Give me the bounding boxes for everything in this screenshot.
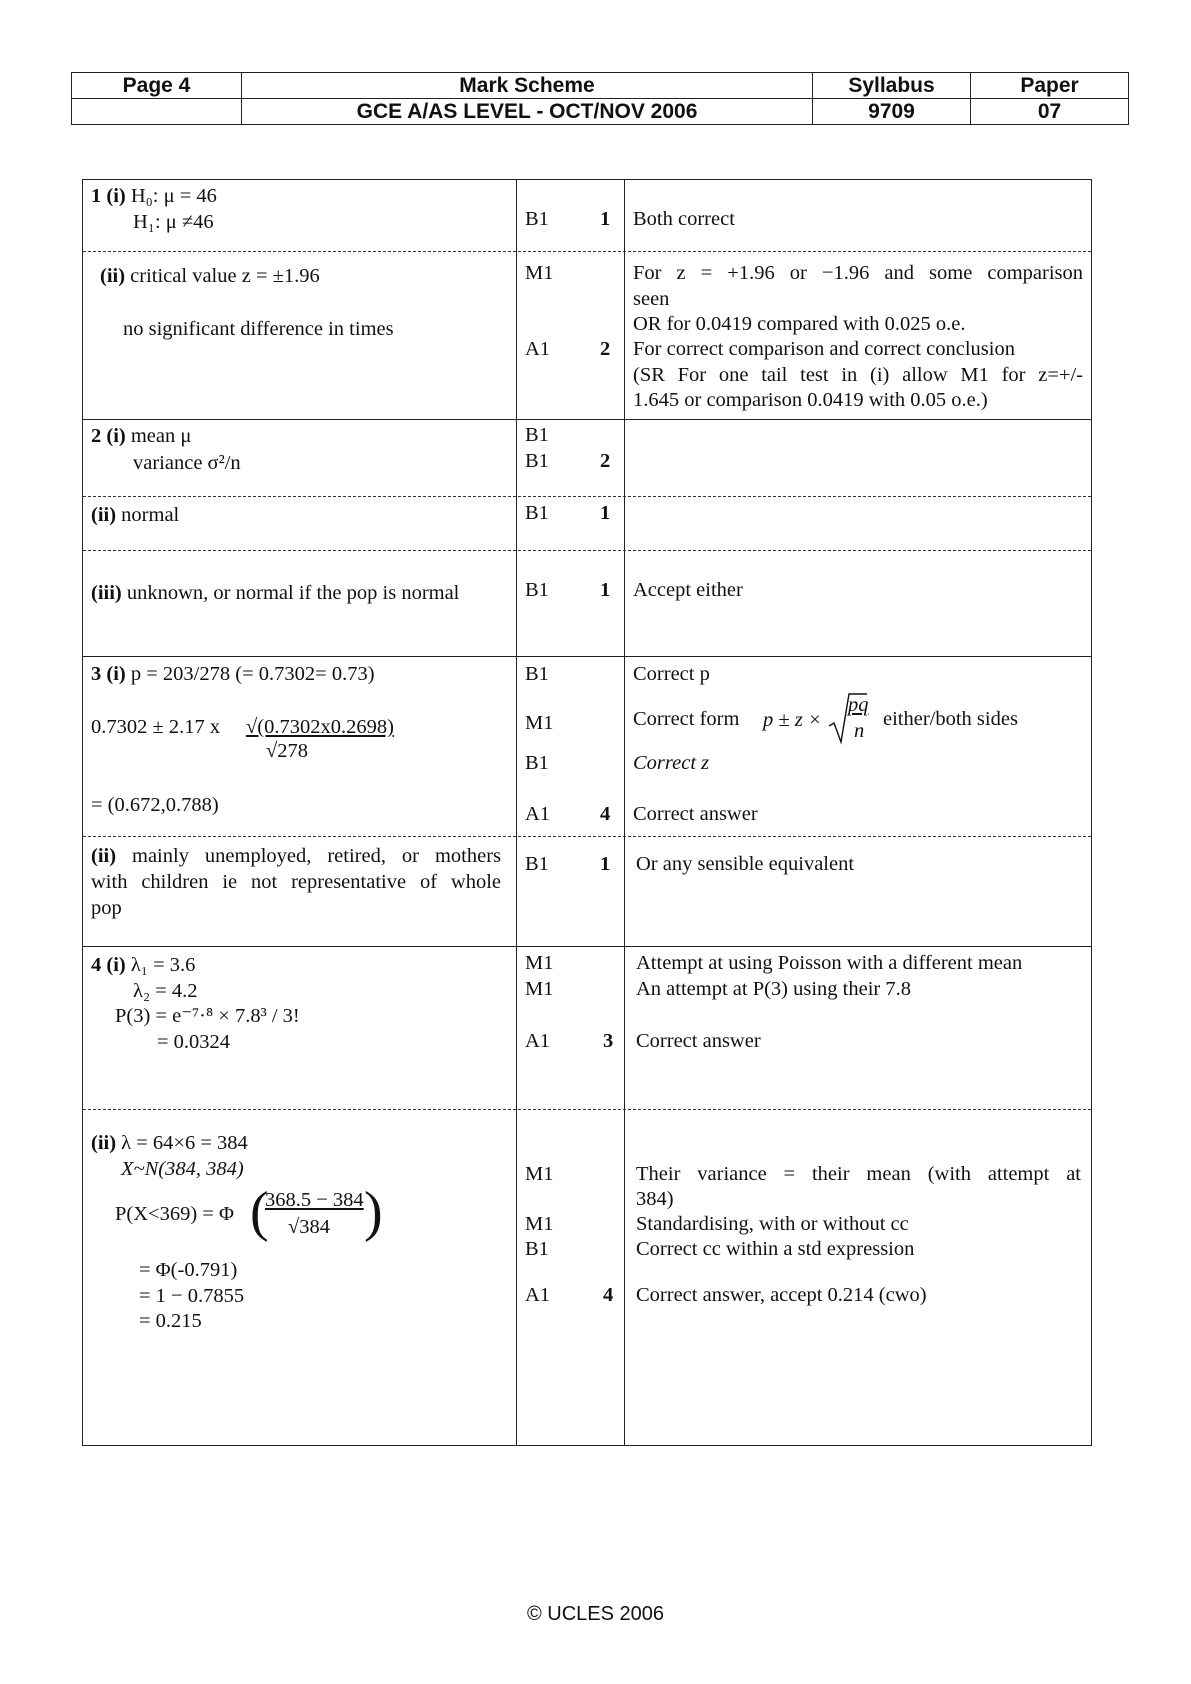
row-divider [83, 656, 1091, 657]
q4-lambda1: λ₁ = 3.6 [130, 954, 196, 976]
q4-ii-step: = Φ(-0.791) [139, 1259, 238, 1281]
q4-ii-mark: B1 [525, 1238, 549, 1260]
q3-ii-line2: with children ie not representative of whole [91, 871, 501, 893]
q2-i-mark: B1 [525, 450, 549, 472]
q1-h1: H₁: μ ≠46 [133, 211, 214, 233]
q1-ii-comment: For z = +1.96 or −1.96 and some comparison [633, 262, 1083, 284]
q4-ii-mark: M1 [525, 1163, 554, 1185]
q4-p3-value: = 0.0324 [157, 1031, 231, 1053]
q4-i-total: 3 [603, 1030, 614, 1052]
q3-i-comment: Correct form [633, 708, 740, 730]
q4-i-mark: M1 [525, 978, 554, 1000]
q4-i-mark: M1 [525, 952, 554, 974]
q3-i-mark: A1 [525, 803, 551, 825]
q3-i-comment: Correct answer [633, 803, 758, 825]
dashed-divider [83, 251, 1091, 252]
q3-ii-comment: Or any sensible equivalent [636, 853, 855, 875]
q2-ii-block [91, 502, 179, 528]
q4-ii-comment: Correct cc within a std expression [636, 1238, 915, 1260]
q1-ii-block [100, 263, 320, 289]
q3-i-comment: Correct p [633, 663, 710, 685]
q2-ii-mark: B1 [525, 502, 549, 524]
q4-ii-numerator: 368.5 − 384 [265, 1189, 364, 1211]
q3-formula-denominator: n [854, 720, 865, 742]
row-divider [83, 419, 1091, 420]
dashed-divider [83, 836, 1091, 837]
q1-ii-comment: OR for 0.0419 compared with 0.025 o.e. [633, 313, 966, 335]
header-empty-cell [72, 99, 242, 125]
q4-ii-denominator: √384 [288, 1216, 331, 1238]
q4-i-block [91, 952, 195, 978]
q4-p3: P(3) = e⁻⁷·⁸ × 7.8³ / 3! [115, 1005, 300, 1027]
q4-ii-step: = 1 − 0.7855 [139, 1285, 245, 1307]
q4-ii-answer: = 0.215 [139, 1310, 202, 1332]
copyright-footer: © UCLES 2006 [526, 1603, 665, 1625]
q2-iii-label: (iii) [91, 582, 122, 604]
q2-i-total: 2 [600, 450, 611, 472]
q1-i-block [91, 183, 217, 209]
q2-i-mark: B1 [525, 424, 549, 446]
q4-ii-comment: Standardising, with or without cc [636, 1213, 909, 1235]
dashed-divider [83, 496, 1091, 497]
q1-ii-comment: For correct comparison and correct conclusion [633, 338, 1015, 360]
syllabus-code: 9709 [813, 99, 971, 125]
q3-i-mark: M1 [525, 712, 554, 734]
q4-ii-comment: Correct answer, accept 0.214 (cwo) [636, 1284, 927, 1306]
q4-ii-comment: 384) [636, 1188, 674, 1210]
q4-ii-mark: A1 [525, 1284, 551, 1306]
q4-ii-mark: M1 [525, 1213, 554, 1235]
q4-i-comment: Correct answer [636, 1030, 761, 1052]
q2-iii-mark: B1 [525, 579, 549, 601]
q4-i-label: 4 (i) [91, 954, 126, 976]
right-paren: ) [364, 1181, 383, 1243]
q1-i-mark: B1 [525, 208, 549, 230]
q4-ii-label: (ii) [91, 1132, 117, 1154]
q3-ii-label: (ii) [91, 845, 117, 867]
q2-variance: variance σ²/n [133, 452, 241, 474]
dashed-divider [83, 550, 1091, 551]
q3-formula: p ± z × [763, 709, 822, 731]
q4-ii-lambda: λ = 64×6 = 384 [121, 1132, 248, 1154]
paper-label: Paper [971, 73, 1129, 99]
q2-ii-text: normal [121, 504, 180, 526]
column-divider [516, 180, 517, 1445]
q3-i-total: 4 [600, 803, 611, 825]
q3-ii-line1 [91, 843, 501, 869]
q3-ii-mark: B1 [525, 853, 549, 875]
row-divider [83, 946, 1091, 947]
q2-mean: mean μ [130, 425, 192, 447]
q3-i-label: 3 (i) [91, 663, 126, 685]
left-paren: ( [250, 1181, 269, 1243]
dashed-divider [83, 1109, 1091, 1110]
q1-h0: H₀: μ = 46 [130, 185, 217, 207]
syllabus-label: Syllabus [813, 73, 971, 99]
q1-ii-label: (ii) [100, 265, 126, 287]
q4-i-mark: A1 [525, 1030, 551, 1052]
q3-formula-numerator: pq [848, 694, 869, 716]
q4-ii-comment: Their variance = their mean (with attempt at [636, 1163, 1081, 1185]
q3-ii-text: mainly unemployed, retired, or mothers [132, 845, 502, 867]
q1-ii-mark: A1 [525, 338, 551, 360]
q3-ci-denominator: √278 [266, 740, 309, 762]
exam-session: GCE A/AS LEVEL - OCT/NOV 2006 [242, 99, 813, 125]
column-divider [624, 180, 625, 1445]
paper-code: 07 [971, 99, 1129, 125]
q1-ii-mark: M1 [525, 262, 554, 284]
q4-ii-dist: X~N(384, 384) [121, 1158, 244, 1180]
q2-iii-text: unknown, or normal if the pop is normal [126, 582, 460, 604]
q4-ii-total: 4 [603, 1284, 614, 1306]
q1-ii-total: 2 [600, 338, 611, 360]
q2-iii-total: 1 [600, 579, 611, 601]
q4-i-comment: Attempt at using Poisson with a different mean [636, 952, 1023, 974]
q1-ii-comment: (SR For one tail test in (i) allow M1 for z=+/- [633, 364, 1083, 386]
q3-i-comment: Correct z [633, 752, 710, 774]
q4-ii-prob: P(X<369) = Φ [115, 1203, 234, 1225]
q1-i-total: 1 [600, 208, 611, 230]
q3-p: p = 203/278 (= 0.7302= 0.73) [130, 663, 375, 685]
q1-ii-text2: no significant difference in times [123, 318, 394, 340]
q3-i-mark: B1 [525, 752, 549, 774]
q3-i-mark: B1 [525, 663, 549, 685]
mark-scheme-table [82, 179, 1092, 1446]
q3-i-comment: either/both sides [883, 708, 1018, 730]
q3-i-block [91, 661, 375, 687]
q4-ii-block [91, 1130, 248, 1156]
q2-iii-comment: Accept either [633, 579, 743, 601]
q2-i-block [91, 423, 191, 449]
q1-i-comment: Both correct [633, 208, 735, 230]
q1-ii-comment: seen [633, 288, 670, 310]
q4-lambda2: λ₂ = 4.2 [133, 980, 198, 1002]
q1-ii-text: critical value z = ±1.96 [130, 265, 320, 287]
q1-i-label: 1 (i) [91, 185, 126, 207]
header-table [71, 72, 1129, 125]
q3-ci-numerator: √(0.7302x0.2698) [246, 716, 394, 738]
doc-title: Mark Scheme [242, 73, 813, 99]
q3-answer: = (0.672,0.788) [91, 794, 219, 816]
q3-ii-line3: pop [91, 897, 122, 919]
q2-i-label: 2 (i) [91, 425, 126, 447]
q2-iii-block [91, 580, 459, 606]
q3-ci: 0.7302 ± 2.17 x [91, 716, 221, 738]
q2-ii-total: 1 [600, 502, 611, 524]
q3-ii-total: 1 [600, 853, 611, 875]
page-number: Page 4 [72, 73, 242, 99]
q1-ii-comment: 1.645 or comparison 0.0419 with 0.05 o.e.) [633, 389, 988, 411]
q2-ii-label: (ii) [91, 504, 117, 526]
q4-i-comment: An attempt at P(3) using their 7.8 [636, 978, 911, 1000]
